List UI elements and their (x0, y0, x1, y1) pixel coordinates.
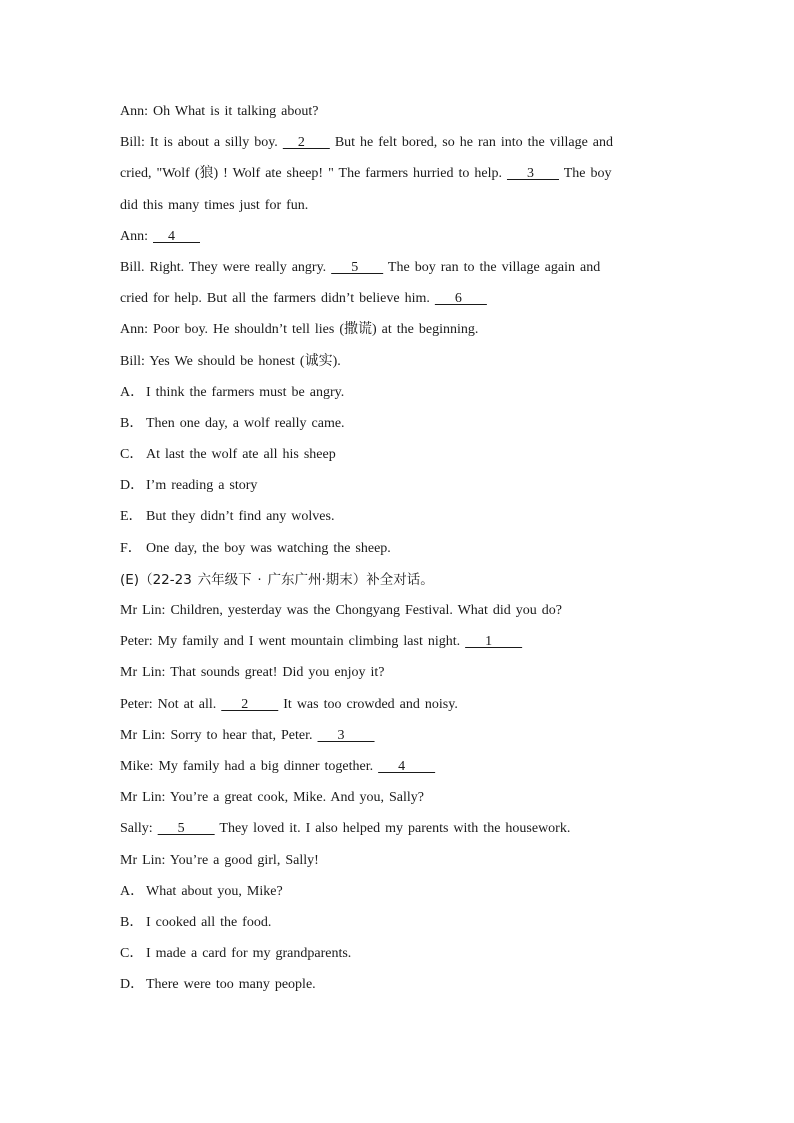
option-letter: E． (120, 509, 143, 525)
dialogue-line (120, 131, 660, 162)
answer-blank: 6 (434, 291, 487, 307)
line-text: cried, "Wolf (狼) ! Wolf ate sheep! " The farmers hurried to help. (120, 166, 507, 182)
dialogue-line (120, 318, 660, 349)
dialogue-line (120, 350, 660, 381)
line-text: Mr Lin: You’re a great cook, Mike. And you, Sally? (120, 790, 424, 806)
answer-blank: 4 (153, 228, 200, 244)
option-text: I made a card for my grandparents. (146, 946, 352, 962)
document-page (120, 100, 660, 1004)
option-letter: D． (120, 478, 145, 494)
dialogue-line (120, 256, 660, 287)
line-text: Mr Lin: Sorry to hear that, Peter. (120, 727, 318, 743)
line-text: They loved it. I also helped my parents with the housework. (214, 821, 571, 837)
option-letter: B． (120, 415, 144, 431)
option-letter: B． (120, 914, 144, 930)
line-text: Peter: Not at all. (120, 696, 222, 712)
option-letter: C． (120, 946, 144, 962)
dialogue-line (120, 724, 660, 755)
answer-blank: 4 (378, 758, 436, 774)
answer-blank: 2 (282, 135, 330, 151)
dialogue-line (120, 849, 660, 880)
line-text: The boy (558, 166, 612, 182)
dialogue-line (120, 162, 660, 193)
heading-text: (E)（22-23 六年级下 · 广东广州·期末）补全对话。 (120, 571, 434, 588)
option-text: At last the wolf ate all his sheep (146, 447, 336, 463)
line-text: Bill: Yes We should be honest (诚实). (120, 353, 341, 369)
option-letter: C． (120, 447, 144, 463)
line-text: did this many times just for fun. (120, 197, 309, 213)
dialogue-line (120, 693, 660, 724)
option-letter: F． (120, 540, 142, 556)
option-c (120, 942, 660, 973)
option-letter: A． (120, 883, 145, 899)
line-text: The boy ran to the village again and (383, 259, 601, 275)
line-text: Mike: My family had a big dinner together. (120, 758, 379, 774)
answer-blank: 1 (465, 634, 523, 650)
option-text: What about you, Mike? (146, 883, 283, 899)
dialogue-line (120, 599, 660, 630)
dialogue-line (120, 661, 660, 692)
dialogue-line (120, 287, 660, 318)
option-a (120, 381, 660, 412)
line-text: Ann: Oh What is it talking about? (120, 104, 319, 119)
answer-blank: 3 (506, 166, 559, 182)
answer-blank: 5 (157, 821, 215, 837)
option-text: There were too many people. (146, 977, 316, 993)
option-e (120, 505, 660, 536)
option-text: Then one day, a wolf really came. (146, 415, 345, 431)
dialogue-line (120, 630, 660, 661)
option-b (120, 412, 660, 443)
answer-blank: 3 (317, 727, 375, 743)
option-text: One day, the boy was watching the sheep. (146, 540, 391, 556)
line-text: Bill. Right. They were really angry. (120, 259, 332, 275)
answer-blank: 5 (331, 259, 384, 275)
dialogue-line (120, 755, 660, 786)
option-letter: A． (120, 384, 145, 400)
option-text: I’m reading a story (146, 478, 258, 494)
line-text: cried for help. But all the farmers didn’t believe him. (120, 291, 435, 307)
option-text: But they didn’t find any wolves. (146, 509, 335, 525)
line-text: But he felt bored, so he ran into the village and (329, 135, 614, 151)
line-text: Mr Lin: You’re a good girl, Sally! (120, 852, 319, 868)
option-letter: D． (120, 977, 145, 993)
option-c (120, 443, 660, 474)
line-text: Peter: My family and I went mountain climbing last night. (120, 634, 466, 650)
line-text: Sally: (120, 821, 158, 837)
section-heading (120, 568, 660, 599)
dialogue-line (120, 100, 660, 131)
dialogue-line (120, 786, 660, 817)
dialogue-line (120, 225, 660, 256)
option-a (120, 880, 660, 911)
dialogue-line (120, 817, 660, 848)
line-text: Bill: It is about a silly boy. (120, 135, 283, 151)
option-d (120, 474, 660, 505)
line-text: Mr Lin: That sounds great! Did you enjoy it? (120, 665, 385, 681)
option-text: I cooked all the food. (146, 914, 272, 930)
line-text: Ann: Poor boy. He shouldn’t tell lies (撒谎) at the beginning. (120, 322, 479, 338)
answer-blank: 2 (221, 696, 279, 712)
line-text: Mr Lin: Children, yesterday was the Chongyang Festival. What did you do? (120, 603, 563, 618)
line-text: Ann: (120, 228, 153, 244)
option-f (120, 537, 660, 568)
dialogue-line (120, 194, 660, 225)
option-d (120, 973, 660, 1004)
option-text: I think the farmers must be angry. (146, 384, 345, 400)
line-text: It was too crowded and noisy. (278, 696, 458, 712)
option-b (120, 911, 660, 942)
